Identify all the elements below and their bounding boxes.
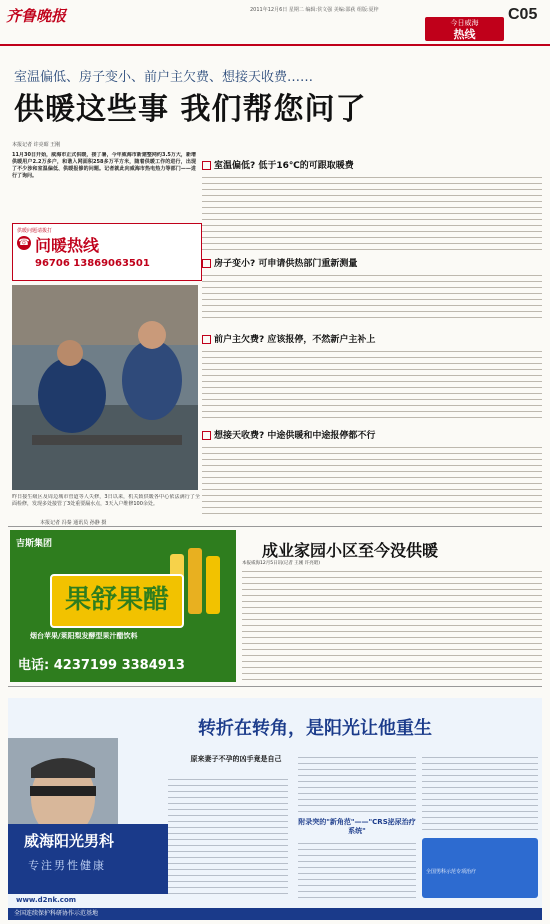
divider bbox=[8, 686, 542, 687]
ad2-footer bbox=[8, 908, 542, 920]
photo-caption: 昨日接生级区及周边城市管道等人失修，3日以来，机关致供暖各中心依法满行了全面检修，发现多处接管了3处重要漏水点，3天入户维修100余处。 bbox=[12, 494, 200, 507]
story2-headline: 成业家园小区至今没供暖 bbox=[262, 541, 439, 560]
ad2-headline: 转折在转角，是阳光让他重生 bbox=[198, 718, 432, 739]
paper-name: 齐鲁晚报 bbox=[6, 7, 67, 25]
hotline-title: 问暖热线 bbox=[35, 236, 100, 255]
square-icon bbox=[202, 335, 211, 344]
article-body bbox=[202, 272, 542, 320]
brand-logo: 吉斯集团 bbox=[16, 539, 53, 549]
section-midway bbox=[202, 428, 542, 518]
phone-icon: ☎ bbox=[18, 238, 30, 248]
hotline-numbers: 96706 13869063501 bbox=[35, 258, 150, 269]
divider bbox=[8, 526, 542, 527]
ad2-tips-box bbox=[422, 838, 538, 898]
ad2-footer-text: 全国连续保护科研协作示范基地 bbox=[14, 910, 99, 917]
story2-byline: 本报威海12月5日讯(记者 王刚 许亮昭) bbox=[242, 561, 320, 566]
ad2-site: www.d2nk.com bbox=[16, 896, 77, 904]
section-sub-label: 热线 bbox=[453, 28, 476, 41]
ad2-subhead: 原来妻子不孕的凶手竟是自己 bbox=[190, 755, 282, 763]
section-badge bbox=[425, 17, 504, 41]
article-body bbox=[202, 444, 542, 518]
section-title-text: 室温偏低? 低于16℃的可跟取暖费 bbox=[214, 161, 354, 171]
photo-credit: 本报记者 冯秦 通讯员 孙静 摄 bbox=[40, 520, 107, 526]
square-icon bbox=[202, 431, 211, 440]
feature-lead: 11月30日开始，威海市正式供暖，接了暑，今年威海市新建整网约3.5万大，新增供暖用户2.2万多户，和谐入网面积258多万平方米，随着供暖工作的进行，出现了不少涉和室温偏低、供暖报修的问题。记者就此向威海市热电热力等部门——进行了询问。 bbox=[12, 152, 196, 179]
section-house-size bbox=[202, 256, 542, 324]
section-title bbox=[202, 158, 542, 171]
masthead bbox=[0, 0, 550, 46]
hotline-label: 供暖问题请拨打 bbox=[17, 228, 53, 234]
section-arrears bbox=[202, 332, 542, 422]
ad2-body-mid2 bbox=[298, 840, 416, 900]
ad2-slogan: 专注男性健康 bbox=[28, 859, 106, 872]
date-line: 2011年12月6日 星期二 编辑:侯文强 美编:邵荻 组版:夏梓 bbox=[250, 7, 379, 13]
section-label: 今日威海 bbox=[450, 19, 479, 27]
section-title-text: 想接天收费? 中途供暖和中途报停都不行 bbox=[214, 431, 376, 441]
ad-fruit-vinegar bbox=[10, 530, 236, 682]
ad-phone: 电话: 4237199 3384913 bbox=[18, 658, 185, 673]
ad2-note: 全国男科示范专项治疗 bbox=[426, 869, 477, 875]
square-icon bbox=[202, 161, 211, 170]
feature-byline: 本报记者 许亮昭 王刚 bbox=[12, 142, 61, 148]
section-title-text: 房子变小? 可申请供热部门重新测量 bbox=[214, 259, 358, 269]
article-body bbox=[202, 348, 542, 418]
repair-photo bbox=[12, 285, 198, 490]
page-number: C05 bbox=[508, 6, 538, 23]
section-title bbox=[202, 256, 542, 269]
factory-line: 烟台苹果/莱阳梨发酵型果汁醋饮料 bbox=[30, 632, 138, 640]
ad2-body-left bbox=[168, 776, 288, 896]
feature-headline: 供暖这些事 我们帮您问了 bbox=[14, 92, 367, 127]
story2-body bbox=[242, 568, 542, 680]
ad2-brand: 威海阳光男科 bbox=[24, 832, 115, 850]
ad2-brand-banner bbox=[8, 824, 168, 894]
ad2-body-right bbox=[422, 754, 538, 834]
product-name-text: 果舒果醋 bbox=[64, 585, 169, 615]
ad2-box-title: 附录突的"新角范"——"CRS泌尿治疗系统" bbox=[298, 818, 416, 835]
section-title-text: 前户主欠费? 应该报停，不然新户主补上 bbox=[214, 335, 376, 345]
square-icon bbox=[202, 259, 211, 268]
hotline-box bbox=[12, 223, 202, 281]
feature-kicker: 室温偏低、房子变小、前户主欠费、想接天收费…… bbox=[14, 70, 314, 85]
product-name bbox=[50, 574, 184, 628]
section-room-temp bbox=[202, 158, 542, 256]
ad2-body-mid bbox=[298, 754, 416, 814]
ad-mens-clinic bbox=[8, 698, 542, 920]
section-title bbox=[202, 332, 542, 345]
section-title bbox=[202, 428, 542, 441]
repair-photo-image bbox=[12, 285, 198, 490]
article-body bbox=[202, 174, 542, 250]
